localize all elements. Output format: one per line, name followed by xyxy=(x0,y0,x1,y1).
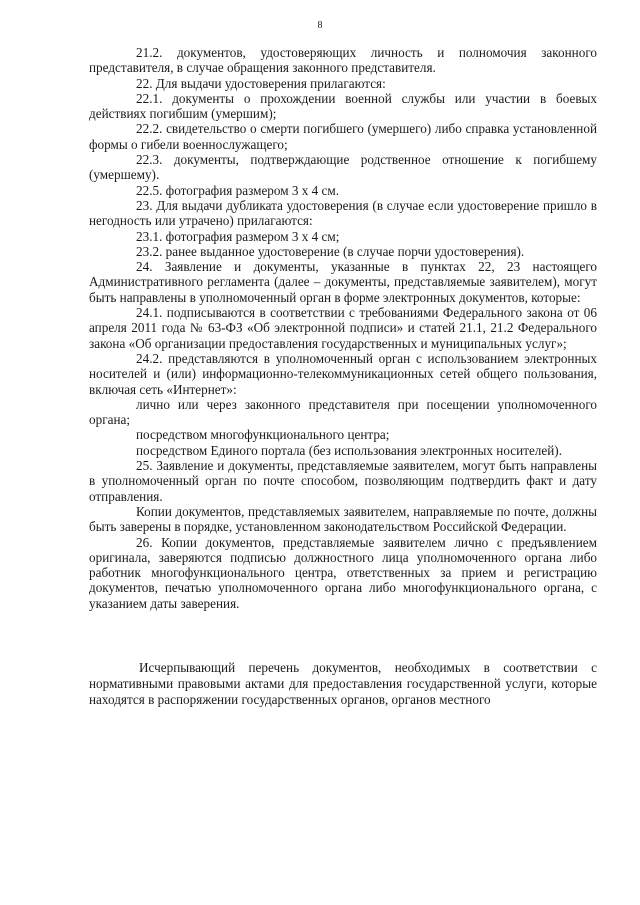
paragraph-25: 25. Заявление и документы, представляемые заявителем, могут быть направлены в уполномоченный орган по почте способом, позволяющим подтвердить факт и дату отправления. xyxy=(89,458,597,504)
paragraph-22-2: 22.2. свидетельство о смерти погибшего (умершего) либо справка установленной формы о гибели военнослужащего; xyxy=(89,121,597,152)
paragraph-24: 24. Заявление и документы, указанные в пунктах 22, 23 настоящего Административного регламента (далее – документы, представляемые заявителем), могут быть направлены в уполномоченный орган в форме электронных документов, которые: xyxy=(89,259,597,305)
paragraph-23-2: 23.2. ранее выданное удостоверение (в случае порчи удостоверения). xyxy=(136,243,525,259)
list-item-mfc: посредством многофункционального центра; xyxy=(136,427,390,443)
paragraph-26: 26. Копии документов, представляемые заявителем лично с предъявлением оригинала, заверяются подписью должностного лица уполномоченного органа либо работник многофункционального центра, ответственных за прием и регистрацию документов, печатью уполномоченного органа либо многофункционального органа, с указанием даты заверения. xyxy=(89,534,597,611)
paragraph-21-2: 21.2. документов, удостоверяющих личность и полномочия законного представителя, в случае обращения законного представителя. xyxy=(89,45,597,76)
section-heading-paragraph: Исчерпывающий перечень документов, необходимых в соответствии с нормативными правовыми актами для предоставления государственной услуги, которые находятся в распоряжении государственных органов, органов местного xyxy=(89,660,597,707)
paragraph-24-1: 24.1. подписываются в соответствии с требованиями Федерального закона от 06 апреля 2011 года № 63-ФЗ «Об электронной подписи» и статей 21.1, 21.2 Федерального закона «Об организации предоставления государственных и муниципальных услуг»; xyxy=(89,305,597,351)
paragraph-22-5: 22.5. фотография размером 3 х 4 см. xyxy=(136,182,340,198)
document-body xyxy=(89,45,597,611)
list-item-in-person: лично или через законного представителя при посещении уполномоченного органа; xyxy=(89,396,597,428)
list-item-portal: посредством Единого портала (без использования электронных носителей). xyxy=(136,442,562,458)
paragraph-22: 22. Для выдачи удостоверения прилагаются: xyxy=(136,75,386,91)
paragraph-23: 23. Для выдачи дубликата удостоверения (в случае если удостоверение пришло в негодность или утрачено) прилагаются: xyxy=(89,197,597,229)
paragraph-23-1: 23.1. фотография размером 3 х 4 см; xyxy=(136,228,340,244)
paragraph-22-1: 22.1. документы о прохождении военной службы или участии в боевых действиях погибшим (умершим); xyxy=(89,90,597,122)
paragraph-22-3: 22.3. документы, подтверждающие родственное отношение к погибшему (умершему). xyxy=(89,152,597,183)
paragraph-copies-by-mail: Копии документов, представляемых заявителем, направляемые по почте, должны быть заверены в порядке, установленном законодательством Российской Федерации. xyxy=(89,503,597,535)
page-number: 8 xyxy=(317,20,323,31)
paragraph-24-2: 24.2. представляются в уполномоченный орган с использованием электронных носителей и (или) информационно-телекоммуникационных сетей общего пользования, включая сеть «Интернет»: xyxy=(89,350,597,397)
